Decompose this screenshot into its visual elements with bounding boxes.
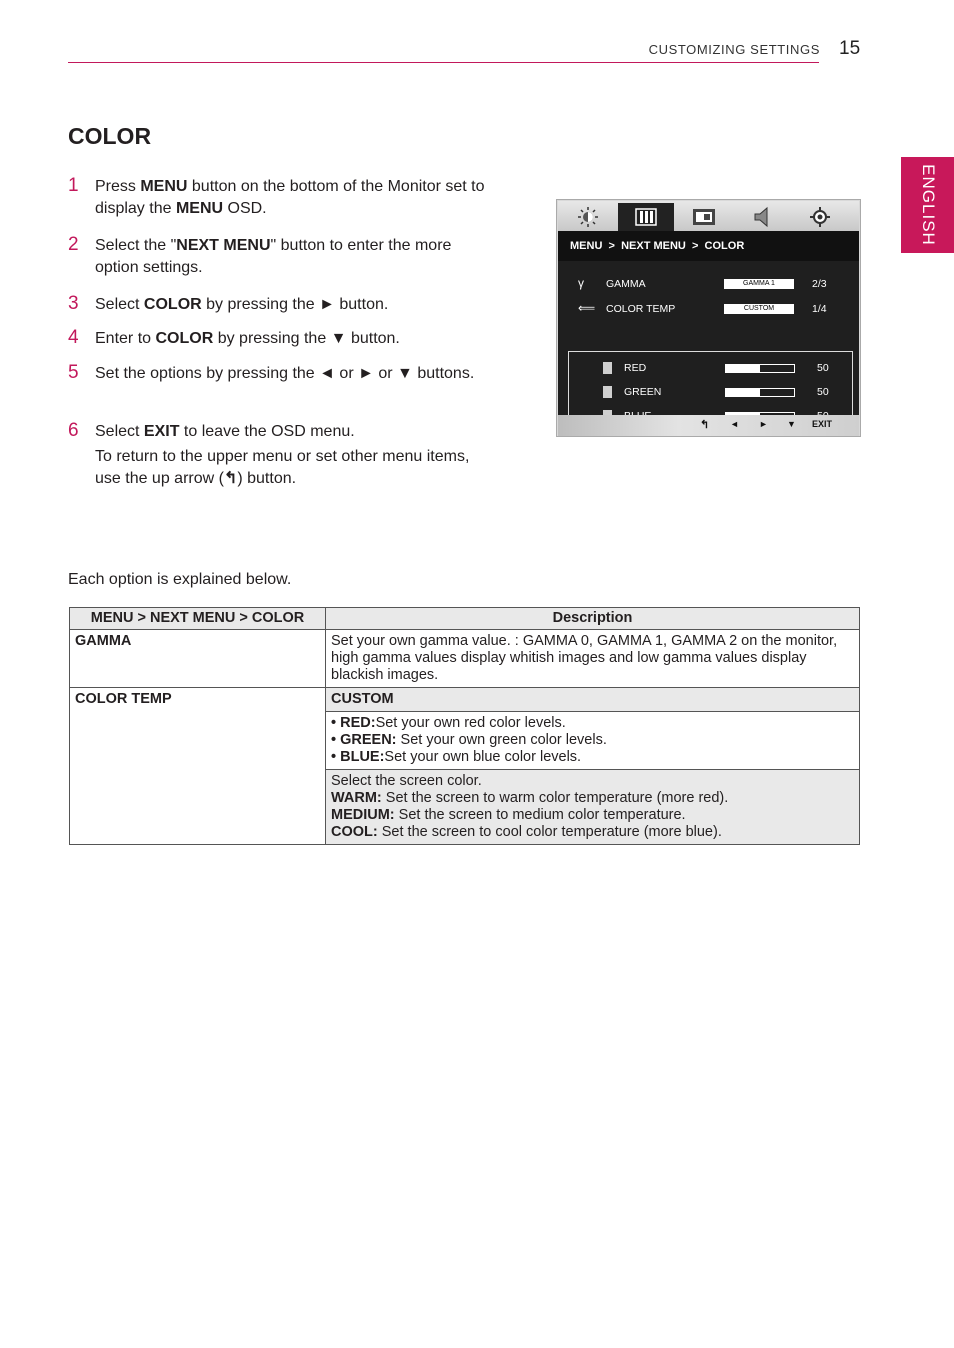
green-level-bar (725, 388, 795, 397)
step-number: 4 (68, 327, 79, 348)
page-number: 15 (839, 38, 861, 59)
language-tab (901, 157, 954, 253)
gamma-icon: γ (578, 276, 584, 290)
red-level-fill (726, 365, 760, 372)
crumb-sep: > (608, 240, 615, 252)
osd-row-field: GAMMA 1 (724, 279, 794, 289)
step-text: Press MENU button on the bottom of the Monitor set to display the MENU OSD. (95, 178, 485, 217)
osd-button-bar (558, 415, 859, 436)
step-number: 3 (68, 293, 79, 314)
step-text: Select the "NEXT MENU" button to enter the more option settings. (95, 237, 452, 276)
section-title: CUSTOMIZING SETTINGS (648, 42, 820, 57)
osd-row-label: GAMMA (606, 278, 646, 290)
green-level-fill (726, 389, 760, 396)
step-number: 5 (68, 362, 79, 383)
red-swatch-icon (603, 362, 612, 374)
green-swatch-icon (603, 386, 612, 398)
language-label: ENGLISH (918, 164, 938, 246)
osd-row-field: CUSTOM (724, 304, 794, 314)
osd-sub-value: 50 (817, 362, 829, 374)
osd-panel (558, 231, 859, 415)
osd-row-gamma (558, 274, 859, 294)
step-text: Select COLOR by pressing the ► button. (95, 296, 389, 313)
crumb-next-menu: NEXT MENU (621, 240, 686, 252)
step-text: Set the options by pressing the ◄ or ► or ▼ buttons. (95, 365, 475, 382)
list-item: WARM: Set the screen to warm color temperature (more red). (331, 790, 729, 806)
osd-screenshot (556, 199, 861, 437)
osd-breadcrumb (558, 231, 859, 261)
table-header-menu: MENU > NEXT MENU > COLOR (70, 608, 326, 630)
osd-sub-label: RED (624, 362, 647, 374)
osd-sub-value: 50 (817, 386, 829, 398)
table-header-row (70, 608, 860, 630)
table-header-description: Description (326, 608, 860, 630)
list-item: • GREEN: Set your own green color levels. (331, 732, 607, 748)
right-arrow-icon: ► (759, 419, 768, 429)
exit-label: EXIT (812, 419, 833, 429)
color-temp-icon: ⟸ (578, 301, 596, 315)
down-arrow-icon: ▼ (787, 419, 796, 429)
step-text: Select EXIT to leave the OSD menu. To return to the upper menu or set other menu items, use the up arrow (↰) button. (95, 421, 495, 490)
sound-icon (734, 203, 790, 231)
custom-items (326, 712, 860, 770)
list-item: COOL: Set the screen to cool color temperature (more blue). (331, 824, 722, 840)
osd-row-color-temp (558, 299, 859, 319)
osd-sub-row-green (569, 382, 852, 402)
up-arrow-icon: ↰ (700, 419, 710, 431)
options-table (69, 607, 860, 845)
step-number: 2 (68, 234, 79, 255)
crumb-sep: > (691, 240, 699, 252)
red-level-bar (725, 364, 795, 373)
brightness-icon (560, 203, 616, 231)
step-number: 1 (68, 175, 79, 196)
osd-tab-bar (558, 201, 859, 231)
preset-descriptions (326, 770, 860, 845)
gamma-label: GAMMA (70, 630, 326, 688)
left-arrow-icon: ◄ (730, 419, 739, 429)
osd-row-value: 2/3 (812, 278, 827, 290)
osd-sub-label: GREEN (624, 386, 662, 398)
table-row (70, 630, 860, 688)
intro-text: Each option is explained below. (68, 571, 292, 588)
table-row (70, 688, 860, 712)
osd-row-label: COLOR TEMP (606, 303, 676, 315)
screen-icon (676, 203, 732, 231)
select-intro: Select the screen color. (331, 773, 482, 789)
osd-sub-row-red (569, 358, 852, 378)
custom-header: CUSTOM (326, 688, 860, 712)
osd-row-value: 1/4 (812, 303, 827, 315)
page-title: COLOR (68, 123, 152, 149)
list-item: • BLUE:Set your own blue color levels. (331, 749, 582, 765)
step-note: To return to the upper menu or set other menu items, use the up arrow (↰) button. (95, 448, 470, 487)
list-item: MEDIUM: Set the screen to medium color temperature. (331, 807, 686, 823)
crumb-menu: MENU (570, 240, 603, 252)
header-rule (68, 62, 819, 63)
gamma-description: Set your own gamma value. : GAMMA 0, GAMMA 1, GAMMA 2 on the monitor, high gamma values display whitish images and low gamma values display blackish images. (326, 630, 860, 688)
color-temp-label: COLOR TEMP (70, 688, 326, 845)
crumb-color: COLOR (704, 240, 745, 252)
list-item: • RED:Set your own red color levels. (331, 715, 566, 731)
step-text: Enter to COLOR by pressing the ▼ button. (95, 330, 400, 347)
up-arrow-icon: ↰ (223, 470, 238, 487)
picture-icon (618, 203, 674, 231)
step-number: 6 (68, 420, 79, 441)
settings-gear-icon (792, 203, 848, 231)
